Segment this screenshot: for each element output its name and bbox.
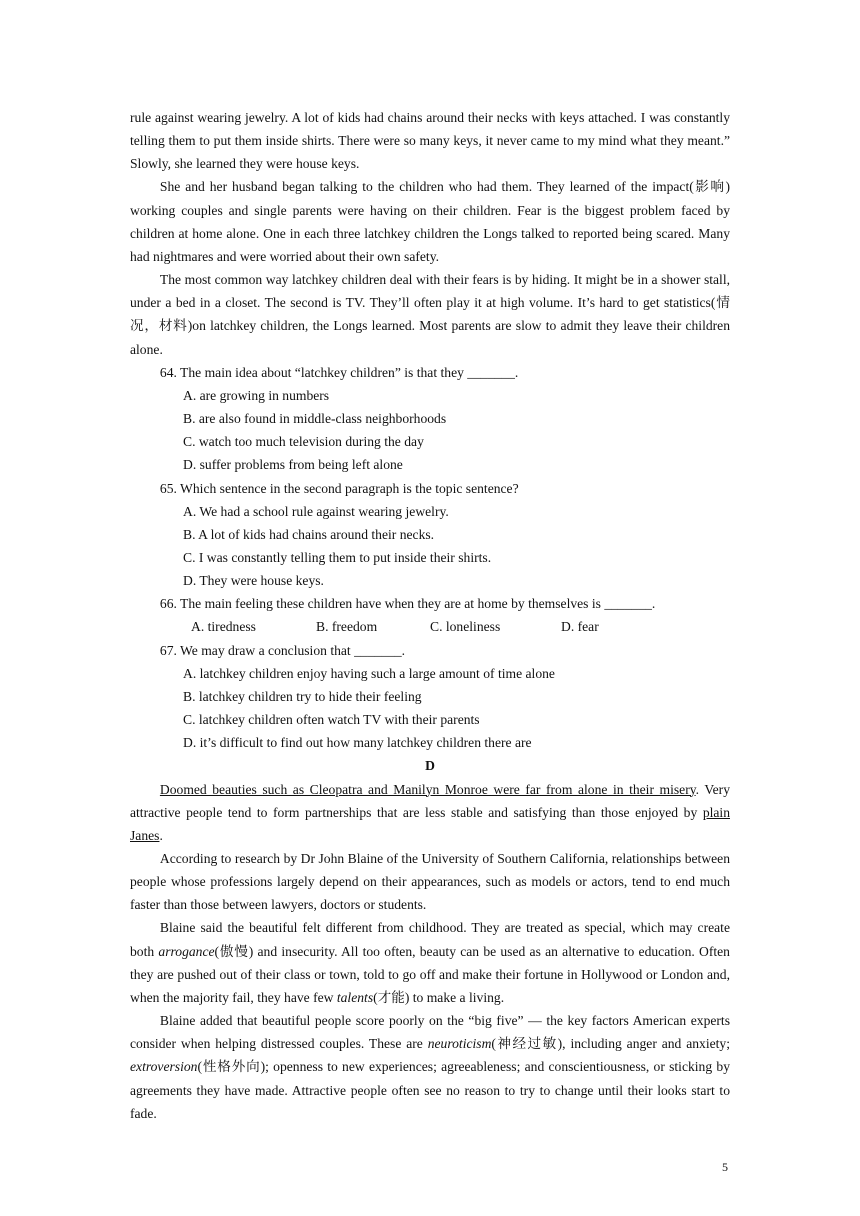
italic-term: talents bbox=[336, 989, 374, 1005]
option-64-a: A. are growing in numbers bbox=[183, 387, 330, 403]
option-67-b: B. latchkey children try to hide their feeling bbox=[183, 688, 422, 704]
option-64-d: D. suffer problems from being left alone bbox=[183, 457, 403, 473]
text-run: (傲慢) and insecurity. All too often, beauty can be used as an alternative to education. Often they are pushed out of their class or town, told to go off and make their fortune in Hollywood or London and, when the majority fail, they have few bbox=[130, 943, 730, 1005]
paragraph bbox=[130, 916, 730, 1009]
text-run: (性格外向); openness to new experiences; agreeableness; and conscientiousness, or sticking by agreements they have made. Attractive people often see no reason to try to change until their looks start to fade. bbox=[130, 1059, 730, 1121]
option-66-a: A. tiredness bbox=[191, 619, 256, 635]
option-66-b: B. freedom bbox=[316, 619, 378, 635]
option-65-c: C. I was constantly telling them to put inside their shirts. bbox=[183, 549, 492, 565]
text-run: (神经过敏), including anger and anxiety; bbox=[491, 1036, 730, 1052]
option-64-c: C. watch too much television during the day bbox=[183, 434, 424, 450]
text-run: Blaine added that beautiful people score poorly on the “big five” — the key factors American experts consider when helping distressed couples. These are bbox=[130, 1013, 730, 1052]
paragraph: The most common way latchkey children deal with their fears is by hiding. It might be in a shower stall, under a bed in a closet. The second is TV. They’ll often play it at high volume. It’s hard to get statistics(情况，材料)on latchkey children, the Longs learned. Most parents are slow to admit they leave their children alone. bbox=[130, 272, 730, 357]
question-66: 66. The main feeling these children have when they are at home by themselves is _______. bbox=[159, 596, 656, 612]
page-content bbox=[130, 106, 730, 1125]
underlined-phrase: plain Janes bbox=[130, 804, 730, 843]
page-number: 5 bbox=[722, 1160, 728, 1174]
option-67-a: A. latchkey children enjoy having such a large amount of time alone bbox=[183, 665, 555, 681]
option-65-b: B. A lot of kids had chains around their necks. bbox=[183, 526, 435, 542]
paragraph bbox=[130, 1009, 730, 1125]
text-run: (才能) to make a living. bbox=[373, 989, 505, 1005]
option-67-c: C. latchkey children often watch TV with their parents bbox=[183, 712, 480, 728]
options-66 bbox=[130, 615, 730, 638]
paragraph bbox=[130, 778, 730, 847]
italic-term: extroversion bbox=[130, 1059, 198, 1075]
question-67: 67. We may draw a conclusion that _______. bbox=[159, 642, 406, 658]
option-66-d: D. fear bbox=[561, 619, 599, 635]
option-65-a: A. We had a school rule against wearing jewelry. bbox=[183, 503, 449, 519]
paragraph: According to research by Dr John Blaine of the University of Southern California, relationships between people whose professions largely depend on their appearances, such as models or actors, tend to end much faster than those between lawyers, doctors or students. bbox=[130, 851, 730, 913]
option-65-d: D. They were house keys. bbox=[183, 573, 324, 589]
option-67-d: D. it’s difficult to find out how many latchkey children there are bbox=[183, 735, 532, 751]
italic-term: arrogance bbox=[158, 943, 215, 959]
question-65: 65. Which sentence in the second paragraph is the topic sentence? bbox=[159, 480, 519, 496]
section-heading: D bbox=[425, 758, 435, 774]
text-run: . bbox=[159, 827, 163, 843]
paragraph: rule against wearing jewelry. A lot of kids had chains around their necks with keys attached. I was constantly telling them to put them inside shirts. There were so many keys, it never came to my mind what they meant.” Slowly, she learned they were house keys. bbox=[130, 110, 730, 172]
option-64-b: B. are also found in middle-class neighborhoods bbox=[183, 411, 447, 427]
underlined-sentence: Doomed beauties such as Cleopatra and Manilyn Monroe were far from alone in their misery bbox=[159, 781, 696, 797]
paragraph: She and her husband began talking to the children who had them. They learned of the impact(影响) working couples and single parents were having on their children. Fear is the biggest problem faced by children at home alone. One in each three latchkey children the Longs talked to reported being scared. Many had nightmares and were worried about their own safety. bbox=[130, 179, 730, 264]
option-66-c: C. loneliness bbox=[430, 619, 501, 635]
italic-term: neuroticism bbox=[427, 1036, 492, 1052]
question-64: 64. The main idea about “latchkey children” is that they _______. bbox=[159, 364, 519, 380]
text-run: . Very attractive people tend to form partnerships that are less stable and satisfying than those enjoyed by bbox=[130, 781, 731, 820]
text-run: Blaine said the beautiful felt different from childhood. They are treated as special, which may create both bbox=[130, 920, 730, 959]
